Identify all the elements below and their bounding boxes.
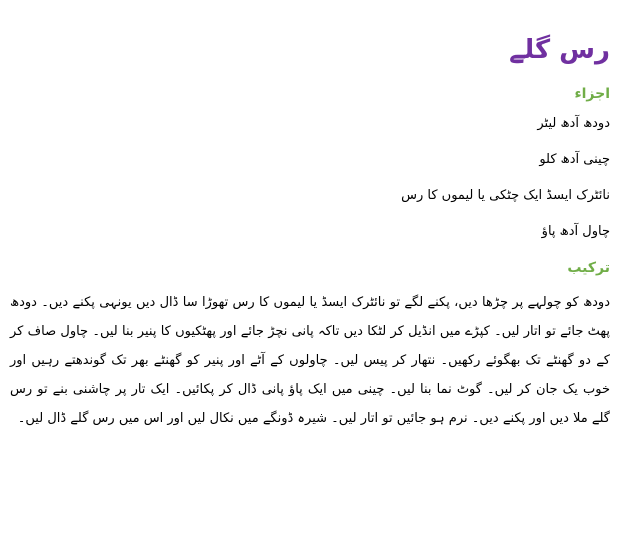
method-paragraph: دودھ کو چولہے پر چڑھا دیں، پکنے لگے تو نائٹرک ایسڈ یا لیموں کا رس تھوڑا سا ڈال دیں یونہی پکنے دیں۔ دودھ پھٹ جائے تو اتار لیں۔ کپڑے میں انڈیل کر لٹکا دیں تاکہ پانی نچڑ جائے اور پھٹکیوں کا پنیر بنا لیں۔ چاول صاف کر کے دو گھنٹے تک بھگوئے رکھیں۔ نتھار کر پیس لیں۔ چاولوں کے آٹے اور پنیر کو گھنٹے بھر تک گوندھتے رہیں اور خوب یک جان کر لیں۔ گوٹ نما بنا لیں۔ چینی میں ایک پاؤ پانی ڈال کر پکائیں۔ ایک تار پر چاشنی بنے تو رس گلے ملا دیں اور پکنے دیں۔ نرم ہو جائیں تو اتار لیں۔ شیرہ ڈونگے میں نکال لیں اور اس میں رس گلے ڈال لیں۔ xyxy=(10,295,610,426)
ingredient-item: چاول آدھ پاؤ xyxy=(541,224,610,239)
ingredient-item: نائٹرک ایسڈ ایک چٹکی یا لیموں کا رس xyxy=(401,188,610,203)
method-heading: ترکیب xyxy=(567,260,610,276)
recipe-title: رس گلے xyxy=(509,35,610,65)
ingredient-item: دودھ آدھ لیٹر xyxy=(537,116,610,131)
ingredients-heading: اجزاء xyxy=(574,86,610,102)
ingredients-list xyxy=(10,114,610,242)
ingredient-item: چینی آدھ کلو xyxy=(539,152,610,167)
